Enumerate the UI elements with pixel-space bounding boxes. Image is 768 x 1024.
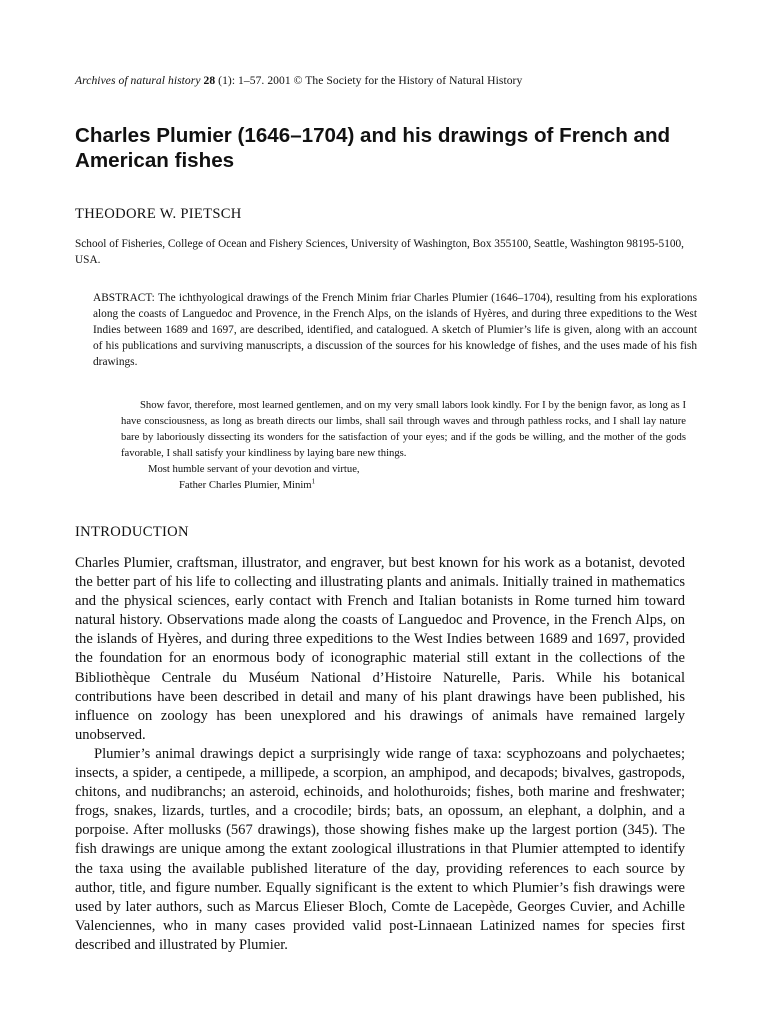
introduction-paragraph-1: Charles Plumier, craftsman, illustrator, and engraver, but best known for his work as a botanist, devoted the better part of his life to collecting and illustrating plants and animals. Initially trained in mathematics and the physical sciences, early contact with French and Italian botanists in Rome turned him toward natural history. Observations made along the coasts of Languedoc and Provence, in the French Alps, on the islands of Hyères, and during three expeditions to the West Indies between 1689 and 1697, provided the foundation for an enormous body of iconographic material still extant in the collections of the Bibliothèque Centrale du Muséum National d’Histoire Naturelle, Paris. While his botanical contributions have been described in detail and many of his plant drawings have been published, his influence on zoology has been unexplored and his drawings of animals have remained largely unobserved.	[75, 555, 685, 743]
abstract: ABSTRACT: The ichthyological drawings of the French Minim friar Charles Plumier (1646–1704), resulting from his explorations along the coasts of Languedoc and Provence, in the French Alps, on the islands of Hyères, and during three expeditions to the West Indies between 1689 and 1697, are described, identified, and catalogued. A sketch of Plumier’s life is given, along with an account of his publications and surviving manuscripts, a discussion of the sources for his knowledge of fishes, and the uses made of his fish drawings.	[93, 292, 697, 369]
epigraph-signature: Father Charles Plumier, Minim	[179, 480, 312, 491]
epigraph	[121, 398, 686, 494]
journal-volume: 28	[203, 74, 216, 87]
section-heading-introduction: INTRODUCTION	[75, 524, 189, 540]
article-author: THEODORE W. PIETSCH	[75, 206, 242, 222]
epigraph-text: Show favor, therefore, most learned gentlemen, and on my very small labors look kindly. For I by the benign favor, as long as I have consciousness, as long as breath directs our limbs, shall sail through waves and through pathless rocks, and I shall lay nature bare by laboriously dissecting its wonders for the satisfaction of your eyes; and if the gods be willing, and the mother of the gods favorable, I shall satisfy your kindliness by laying bare new things.	[121, 400, 686, 459]
introduction-body	[75, 554, 685, 955]
epigraph-signature-line	[121, 478, 686, 494]
footnote-mark: 1	[311, 477, 316, 486]
journal-issue-pages: (1): 1–57. 2001 © The Society for the History of Natural History	[218, 74, 523, 87]
epigraph-closing: Most humble servant of your devotion and virtue,	[148, 464, 360, 475]
running-head	[75, 74, 522, 87]
article-title: Charles Plumier (1646–1704) and his drawings of French and American fishes	[75, 124, 671, 172]
journal-name: Archives of natural history	[75, 74, 201, 87]
author-affiliation: School of Fisheries, College of Ocean and Fishery Sciences, University of Washington, Box 355100, Seattle, Washington 98195-5100, USA.	[75, 238, 684, 266]
introduction-paragraph-2: Plumier’s animal drawings depict a surprisingly wide range of taxa: scyphozoans and polychaetes; insects, a spider, a centipede, a millipede, a scorpion, an amphipod, and decapods; bivalves, gastropods, chitons, and nudibranchs; an asteroid, echinoids, and holothuroids; fishes, both marine and freshwater; frogs, snakes, lizards, turtles, and a crocodile; birds; bats, an opossum, an elephant, a dolphin, and a porpoise. After mollusks (567 drawings), those showing fishes make up the largest portion (345). The fish drawings are unique among the extant zoological illustrations in that Plumier attempted to identify the taxa using the available published literature of the day, providing references to each source by author, title, and figure number. Equally significant is the extent to which Plumier’s fish drawings were used by later authors, such as Marcus Elieser Bloch, Comte de Lacepède, Georges Cuvier, and Achille Valenciennes, who in many cases provided valid post-Linnaean Latinized names for species first described and illustrated by Plumier.	[75, 745, 685, 953]
